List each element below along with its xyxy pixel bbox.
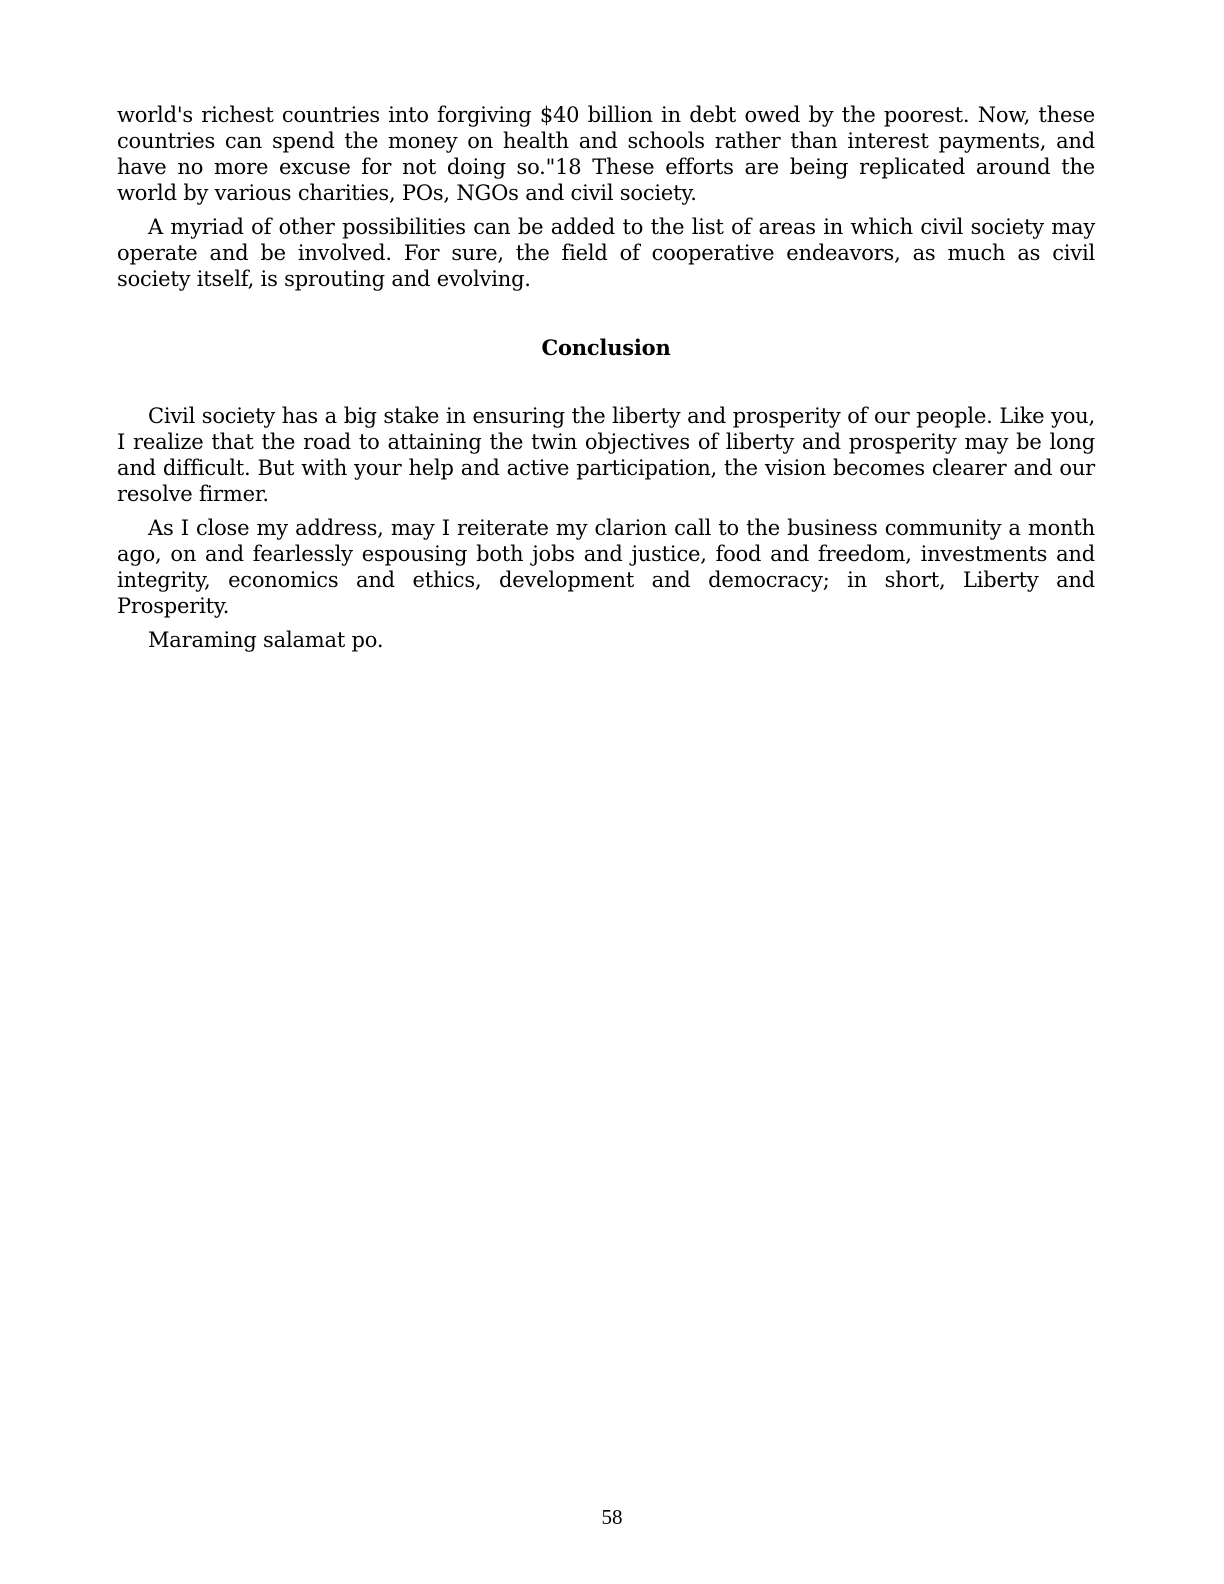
paragraph-thanks: Maraming salamat po.: [148, 628, 384, 652]
paragraph-civil-society-stake: Civil society has a big stake in ensuring the liberty and prosperity of our people. Like you, I realize that the road to attaining the twin objectives of liberty and prosperity may be long and difficult. But with your help and active participation, the vision becomes clearer and our resolve firmer.: [117, 404, 1095, 506]
page-number: 58: [601, 1505, 623, 1529]
paragraph-closing-address: As I close my address, may I reiterate my clarion call to the business community a month ago, on and fearlessly espousing both jobs and justice, food and freedom, investments and integrity, economics and ethics, development and democracy; in short, Liberty and Prosperity.: [117, 516, 1095, 618]
section-heading-conclusion: Conclusion: [541, 335, 671, 360]
paragraph-continued: world's richest countries into forgiving $40 billion in debt owed by the poorest. Now, these countries can spend the money on health and schools rather than interest payments, and have no more excuse for not doing so."18 These efforts are being replicated around the world by various charities, POs, NGOs and civil society.: [117, 103, 1095, 205]
paragraph-other-possibilities: A myriad of other possibilities can be added to the list of areas in which civil society may operate and be involved. For sure, the field of cooperative endeavors, as much as civil society itself, is sprouting and evolving.: [117, 215, 1095, 291]
document-page: [117, 102, 1095, 653]
